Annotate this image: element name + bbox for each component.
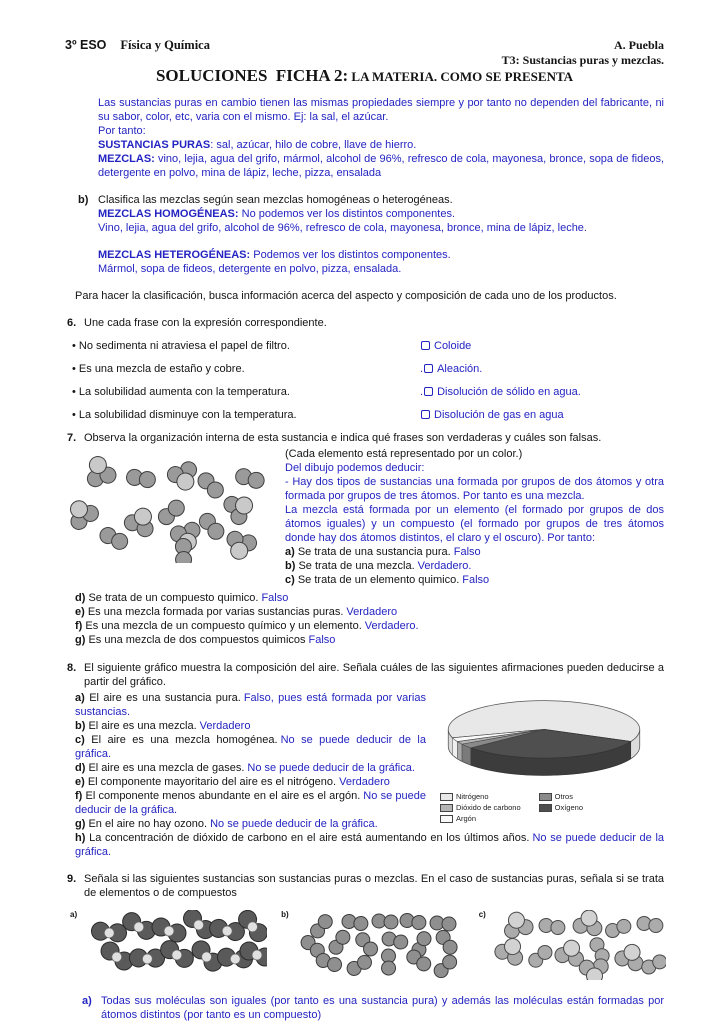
question-9 [65,872,664,1022]
checkbox-icon [424,387,433,396]
mezclas-homogeneas-items: Vino, lejia, agua del grifo, alcohol de 96%, refresco de cola, mayonesa, bronce, mina de lápiz, leche. [98,222,587,234]
match-right-text: Disolución de sólido en agua. [437,386,581,398]
match-row: • La solubilidad aumenta con la temperatura. . Disolución de sólido en agua. [72,386,581,398]
q7-item-e: e) Es una mezcla formada por varias sustancias puras. Verdadero [75,606,398,618]
q7-item-g: g) Es una mezcla de dos compuestos quimicos Falso [75,634,336,646]
diagram-label-b: b) [281,910,289,919]
legend-item: Argón [440,813,521,824]
topic-label: T3: Sustancias puras y mezclas. [501,53,664,67]
legend-item: Nitrógeno [440,791,521,802]
mezclas-heterogeneas-line: MEZCLAS HETEROGÉNEAS: Podemos ver los distintos componentes. [98,249,451,261]
legend-swatch-nitrogeno [440,793,453,801]
subject-label: Física y Química [120,38,210,52]
match-left-text: La solubilidad disminuye con la temperatura. [78,409,297,421]
substance-diagram-c [479,910,666,980]
sustancias-puras-line: SUSTANCIAS PURAS: sal, azúcar, hilo de cobre, llave de hierro. [98,139,417,151]
q7-item-b: b) Se trata de una mezcla. Verdadero. [285,560,472,572]
question-9-number: 9. [67,873,77,885]
pie-legend [440,791,664,824]
page-title [65,66,664,85]
q7-item-f: f) Es una mezcla de un compuesto químico y un elemento. Verdadero. [75,620,419,632]
q8-item-c: c) El aire es una mezcla homogénea. No se puede deducir de la gráfica. [75,734,426,760]
checkbox-icon [421,341,430,350]
q7-deduce-intro: Del dibujo podemos deducir: [285,462,425,474]
molecule-diagram-q9b [293,910,465,978]
question-6-text: Une cada frase con la expresión correspondiente. [84,317,327,329]
checkbox-icon [421,410,430,419]
question-7 [65,431,664,647]
legend-item: Oxígeno [539,802,583,813]
page-header [65,38,664,68]
intro-por-tanto: Por tanto: [98,125,146,137]
q8-item-e: e) El componente mayoritario del aire es el nitrógeno. Verdadero [75,776,390,788]
legend-swatch-argon [440,815,453,823]
legend-swatch-oxigeno [539,804,552,812]
checkbox-icon [424,364,433,373]
author-label: A. Puebla [613,38,664,52]
match-row [72,408,664,422]
q8-item-g: g) En el aire no hay ozono. No se puede deducir de la gráfica. [75,818,378,830]
question-8 [65,661,664,859]
match-right-text: Coloide [434,340,472,352]
substance-diagram-b [281,910,465,978]
legend-item: Dióxido de carbono [440,802,521,813]
part-b-block [65,193,664,276]
match-left-text: La solubilidad aumenta con la temperatura. [78,386,290,398]
match-row [72,339,664,353]
question-6 [65,316,664,422]
legend-swatch-dioxido [440,804,453,812]
molecule-diagram-q9a [81,910,267,978]
bullet-icon: • [72,409,76,421]
q7-item-a: a) Se trata de una sustancia pura. Falso [285,546,481,558]
match-right-text: Aleación. [437,363,483,375]
part-b-question: Clasifica las mezclas según sean mezclas homogéneas o heterogéneas. [98,194,453,206]
q7-item-c: c) Se trata de un elemento quimico. Falso [285,574,490,586]
substance-diagram-a [70,910,267,978]
question-8-text: El siguiente gráfico muestra la composición del aire. Señala cuáles de las siguientes afirmaciones pueden deducirse a partir del gráfico. [84,662,664,688]
classification-note: Para hacer la clasificación, busca información acerca del aspecto y composición de cada uno de los productos. [75,290,617,302]
question-8-number: 8. [67,662,77,674]
mezclas-heterogeneas-items: Mármol, sopa de fideos, detergente en polvo, pizza, ensalada. [98,263,402,275]
bullet-icon: • [72,386,76,398]
question-7-number: 7. [67,432,77,444]
q8-item-h: h) La concentración de dióxido de carbono en el aire está aumentando en los últimos años. No se puede deducir de la gráfica. [75,832,665,858]
q7-deduce-2: La mezcla está formada por un elemento (el formado por grupos de dos átomos iguales) y un compuesto (el formado por grupos de tres átomos donde hay dos átomos distintos, el claro y el oscuro). Por tanto: [285,504,664,544]
title-main: SOLUCIONES FICHA 2: [155,66,349,85]
match-right-text: Disolución de gas en agua [434,409,564,421]
mezclas-homogeneas-line: MEZCLAS HOMOGÉNEAS: No podemos ver los distintos componentes. [98,208,456,220]
q9-answer-a: a) Todas sus moléculas son iguales (por tanto es una sustancia pura) y además las moléculas están formadas por átomos distintos (por tanto es un compuesto) [82,995,664,1021]
part-b-marker: b) [78,194,89,206]
molecule-diagram-q9c [490,910,666,980]
question-7-text: Observa la organización interna de esta sustancia e indica qué frases son verdaderas y cuáles son falsas. [84,432,602,444]
question-6-number: 6. [67,317,77,329]
intro-block [98,96,664,180]
air-composition-pie [434,693,654,783]
mezclas-line: MEZCLAS: vino, lejia, agua del grifo, mármol, alcohol de 96%, refresco de cola, mayonesa, bronce, sopa de fideos, detergente en polvo, mina de lápiz, leche, pizza, ensalada [98,153,664,179]
course-label: 3º ESO [65,38,107,52]
question-9-text: Señala si las siguientes sustancias son sustancias puras o mezclas. En el caso de sustancias puras, señala si se trata de elementos o de compuestos [84,873,664,899]
match-left-text: No sedimenta ni atraviesa el papel de filtro. [78,340,290,352]
q8-item-f: f) El componente menos abundante en el aire es el argón. No se puede deducir de la gráfica. [75,790,426,816]
bullet-icon: • [72,340,76,352]
air-composition-chart [434,693,664,821]
q8-item-a: a) El aire es una sustancia pura. Falso, pues está formada por varias sustancias. [75,692,426,718]
q7-caption: (Cada elemento está representado por un color.) [285,448,523,460]
match-row: • Es una mezcla de estaño y cobre. . Aleación. [72,363,483,375]
q7-deduce-1: - Hay dos tipos de sustancias una formada por grupos de dos átomos y otra formada por grupos de tres átomos. Por tanto es una mezcla. [285,476,664,502]
legend-item: Otros [539,791,583,802]
intro-paragraph: Las sustancias puras en cambio tienen las mismas propiedades siempre y por tanto no dependen del fabricante, ni su sabor, color, etc, varia con el mismo. Ej: la sal, el azúcar. [98,97,664,123]
q7-item-d: d) Se trata de un compuesto quimico. Falso [75,592,289,604]
diagram-label-a: a) [70,910,78,919]
legend-swatch-otros [539,793,552,801]
title-sub: LA MATERIA. COMO SE PRESENTA [348,69,574,84]
match-left-text: Es una mezcla de estaño y cobre. [78,363,245,375]
diagram-label-c: c) [478,910,486,919]
q8-item-d: d) El aire es una mezcla de gases. No se puede deducir de la gráfica. [75,762,415,774]
q8-item-b: b) El aire es una mezcla. Verdadero [75,720,251,732]
molecule-diagram-q7 [67,451,279,563]
bullet-icon: • [72,363,76,375]
